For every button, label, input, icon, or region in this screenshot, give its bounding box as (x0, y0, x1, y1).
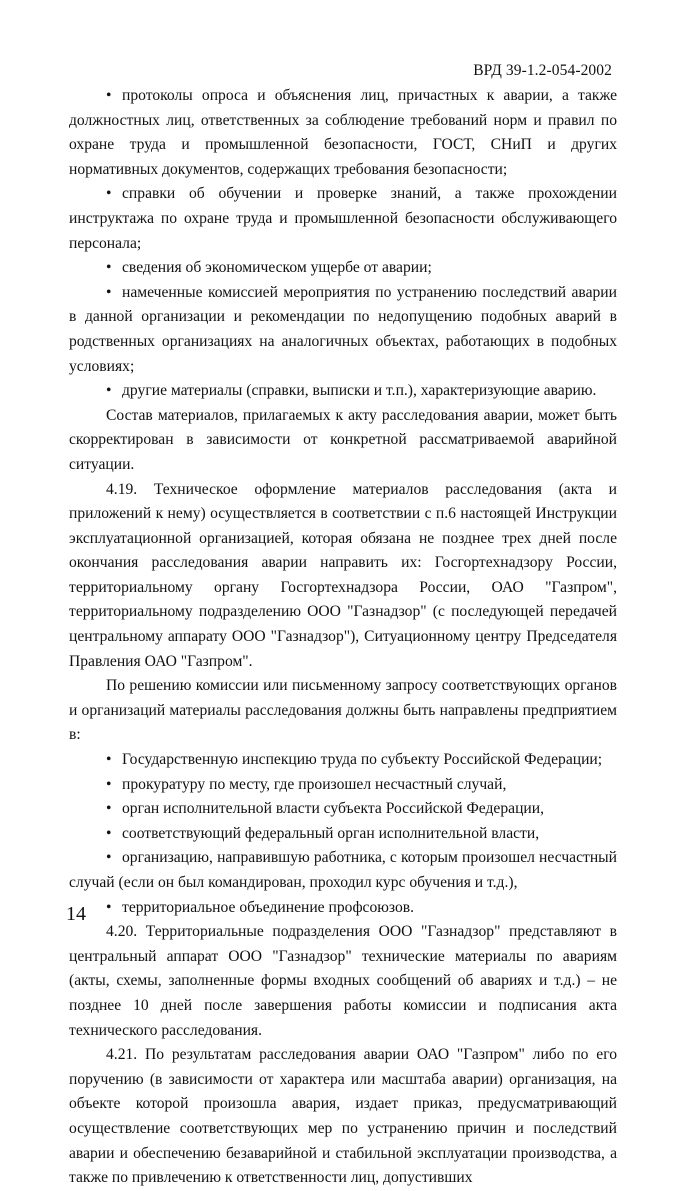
bullet-item: • справки об обучении и проверке знаний, а также прохождении инструктажа по охране труда и промышленной безопасности обслуживающего персонала; (69, 182, 617, 256)
bullet-item: • организацию, направившую работника, с которым произошел несчастный случай (если он был командирован, проходил курс обучения и т.д.), (69, 846, 617, 895)
page-number: 14 (66, 903, 86, 925)
document-code: ВРД 39-1.2-054-2002 (473, 62, 612, 79)
bullet-item: • соответствующий федеральный орган исполнительной власти, (69, 822, 617, 847)
page-body (69, 84, 617, 1191)
paragraph-4-21: 4.21. По результатам расследования аварии ОАО "Газпром" либо по его поручению (в зависимости от характера или масштаба аварии) организация, на объекте которой произошла авария, издает приказ, предусматривающий осуществление соответствующих мер по устранению причин и последствий аварии и обеспечению безаварийной и стабильной эксплуатации производства, а также по привлечению к ответственности лиц, допустивших (69, 1046, 617, 1187)
bullet-item: • сведения об экономическом ущербе от аварии; (69, 256, 617, 281)
bullet-item: • Государственную инспекцию труда по субъекту Российской Федерации; (69, 748, 617, 773)
paragraph: По решению комиссии или письменному запросу соответствующих органов и организаций материалы расследования должны быть направлены предприятием в: (69, 677, 617, 744)
bullet-item: • протоколы опроса и объяснения лиц, причастных к аварии, а также должностных лиц, ответственных за соблюдение требований норм и правил по охране труда и промышленной безопасности, ГОСТ, СНиП и других нормативных документов, содержащих требования безопасности; (69, 84, 617, 182)
bullet-item: • территориальное объединение профсоюзов. (69, 896, 617, 921)
paragraph-4-19: 4.19. Техническое оформление материалов расследования (акта и приложений к нему) осуществляется в соответствии с п.6 настоящей Инструкции эксплуатационной организацией, которая обязана не позднее трех дней после окончания расследования аварии направить их: Госгортехнадзору России, территориальному органу Госгортехнадзора России, ОАО "Газпром", территориальному подразделению ООО "Газнадзор" (с последующей передачей центральному аппарату ООО "Газнадзор"), Ситуационному центру Председателя Правления ОАО "Газпром". (69, 480, 617, 670)
bullet-item: • намеченные комиссией мероприятия по устранению последствий аварии в данной организации и рекомендации по недопущению подобных аварий в родственных организациях на аналогичных объектах, работающих в подобных условиях; (69, 281, 617, 379)
bullet-item: • орган исполнительной власти субъекта Российской Федерации, (69, 797, 617, 822)
bullet-item: • другие материалы (справки, выписки и т.п.), характеризующие аварию. (69, 379, 617, 404)
paragraph: Состав материалов, прилагаемых к акту расследования аварии, может быть скорректирован в зависимости от конкретной рассматриваемой аварийной ситуации. (69, 406, 617, 473)
paragraph-4-20: 4.20. Территориальные подразделения ООО "Газнадзор" представляют в центральный аппарат ООО "Газнадзор" технические материалы по авариям (акты, схемы, заполненные формы входных сообщений об авариях и т.д.) – не позднее 10 дней после завершения работы комиссии и подписания акта технического расследования. (69, 923, 617, 1039)
bullet-item: • прокуратуру по месту, где произошел несчастный случай, (69, 773, 617, 798)
